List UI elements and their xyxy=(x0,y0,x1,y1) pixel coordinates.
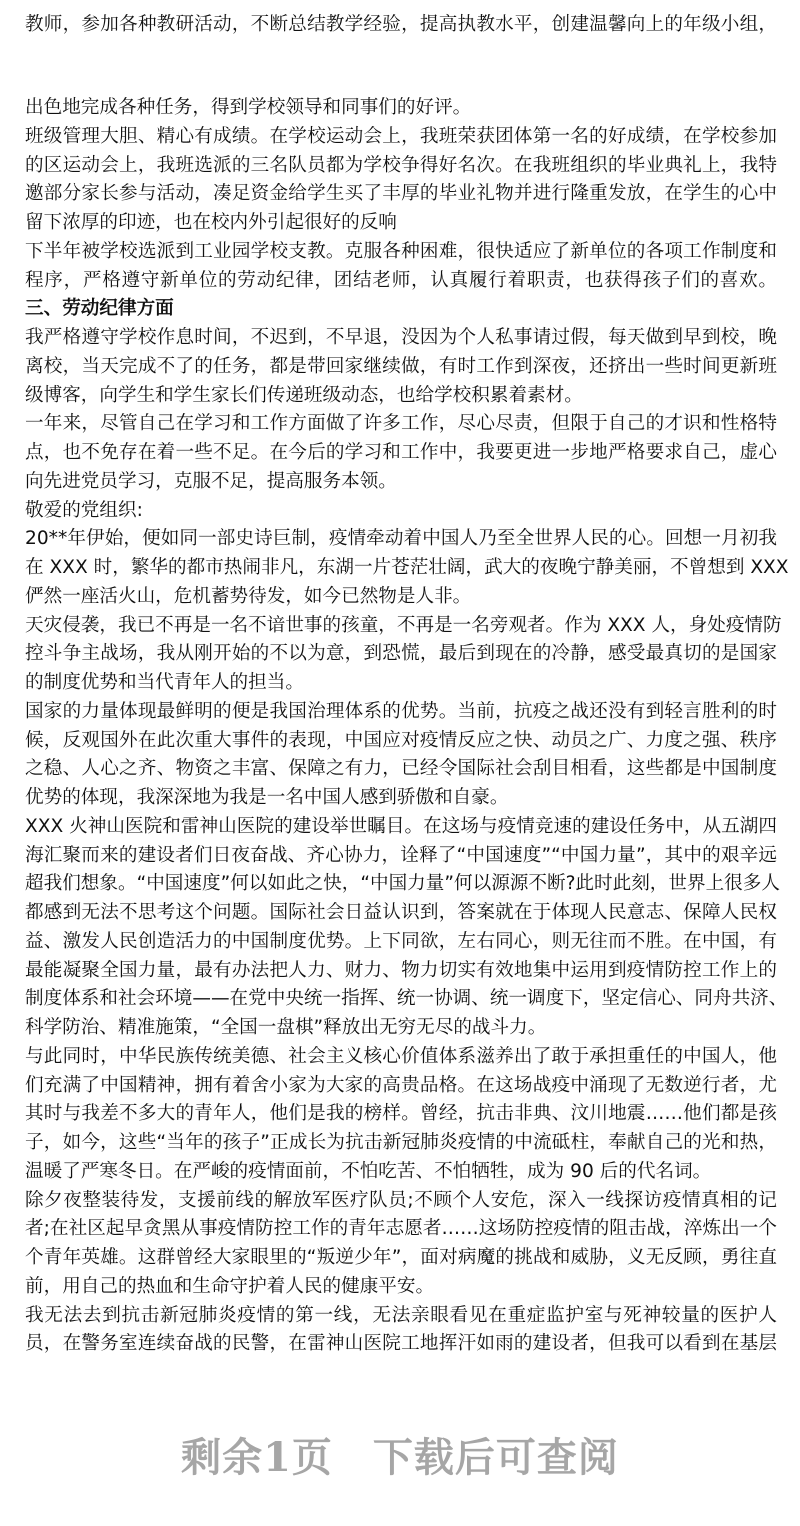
text-line: 我无法去到抗击新冠肺炎疫情的第一线，无法亲眼看见在重症监护室与死神较量的医护人 xyxy=(25,1304,777,1326)
text-line: 益、激发人民创造活力的中国制度优势。上下同欲，左右同心，则无往而不胜。在中国，有 xyxy=(25,930,777,952)
text-line: 20**年伊始，便如同一部史诗巨制，疫情牵动着中国人乃至全世界人民的心。回想一月初我 xyxy=(25,528,777,550)
text-line: 者;在社区起早贪黑从事疫情防控工作的青年志愿者……这场防控疫情的阻击战，淬炼出一个 xyxy=(25,1218,777,1240)
text-line: 海汇聚而来的建设者们日夜奋战、齐心协力，诠释了“中国速度”“中国力量”，其中的艰辛远 xyxy=(25,844,777,866)
text-line: 温暖了严寒冬日。在严峻的疫情面前，不怕吃苦、不怕牺牲，成为 90 后的代名词。 xyxy=(25,1160,712,1182)
text-line: 制度体系和社会环境——在党中央统一指挥、统一协调、统一调度下，坚定信心、同舟共济、 xyxy=(25,988,788,1010)
text-line: 在 XXX 时，繁华的都市热闹非凡，东湖一片苍茫壮阔，武大的夜晚宁静美丽，不曾想到 XXX xyxy=(25,557,789,578)
text-line: 班级管理大胆、精心有成绩。在学校运动会上，我班荣获团体第一名的好成绩，在学校参加 xyxy=(25,125,777,147)
text-line: 员，在警务室连续奋战的民警，在雷神山医院工地挥汗如雨的建设者，但我可以看到在基层 xyxy=(25,1333,777,1355)
text-line: 都感到无法不思考这个问题。国际社会日益认识到，答案就在于体现人民意志、保障人民权 xyxy=(25,902,777,923)
text-line: 科学防治、精准施策，“全国一盘棋”释放出无穷无尽的战斗力。 xyxy=(25,1017,547,1038)
text-line: 级博客，向学生和学生家长们传递班级动态，也给学校积累着素材。 xyxy=(25,384,583,406)
download-hint-label: 下载后可查阅 xyxy=(372,1434,619,1481)
text-line: 天灾侵袭，我已不再是一名不谙世事的孩童，不再是一名旁观者。作为 XXX 人，身处疫情防 xyxy=(25,614,782,636)
download-prompt[interactable] xyxy=(0,1426,800,1483)
text-line: 优势的体现，我深深地为我是一名中国人感到骄傲和自豪。 xyxy=(25,787,509,808)
text-line: 俨然一座活火山，危机蓄势待发，如今已然物是人非。 xyxy=(25,585,472,607)
text-line: 前，用自己的热血和生命守护着人民的健康平安。 xyxy=(25,1275,435,1297)
section-heading: 三、劳动纪律方面 xyxy=(25,298,174,320)
text-line: 离校，当天完成不了的任务，都是带回家继续做，有时工作到深夜，还挤出一些时间更新班 xyxy=(25,355,777,377)
text-line: 之稳、人心之齐、物资之丰富、保障之有力，已经令国际社会刮目相看，这些都是中国制度 xyxy=(25,758,777,780)
text-line: 邀部分家长参与活动，凑足资金给学生买了丰厚的毕业礼物并进行隆重发放，在学生的心中 xyxy=(25,183,777,205)
text-line: 控斗争主战场，我从刚开始的不以为意，到恐慌，最后到现在的冷静，感受最真切的是国家 xyxy=(25,643,777,665)
text-line: 程序，严格遵守新单位的劳动纪律，团结老师，认真履行着职责，也获得孩子们的喜欢。 xyxy=(25,269,777,291)
text-line: 敬爱的党组织: xyxy=(25,499,143,521)
text-line: 下半年被学校选派到工业园学校支教。克服各种困难，很快适应了新单位的各项工作制度和 xyxy=(25,240,777,262)
text-line: 候，反观国外在此次重大事件的表现，中国应对疫情反应之快、动员之广、力度之强、秩序 xyxy=(25,729,777,751)
text-line: 的区运动会上，我班选派的三名队员都为学校争得好名次。在我班组织的毕业典礼上，我特 xyxy=(25,154,777,176)
text-line: 们充满了中国精神，拥有着舍小家为大家的高贵品格。在这场战疫中涌现了无数逆行者，尤 xyxy=(25,1074,777,1096)
text-line: 点，也不免存在着一些不足。在今后的学习和工作中，我要更进一步地严格要求自己，虚心 xyxy=(25,442,777,463)
text-line: 除夕夜整装待发，支援前线的解放军医疗队员;不顾个人安危，深入一线探访疫情真相的记 xyxy=(25,1189,777,1211)
text-line: 超我们想象。“中国速度”何以如此之快，“中国力量”何以源源不断?此时此刻，世界上很多人 xyxy=(25,873,780,895)
text-line: 的制度优势和当代青年人的担当。 xyxy=(25,672,304,693)
text-line: 个青年英雄。这群曾经大家眼里的“叛逆少年”，面对病魔的挑战和威胁，义无反顾，勇往直 xyxy=(25,1247,777,1268)
text-line: 留下浓厚的印迹，也在校内外引起很好的反响 xyxy=(25,212,397,233)
text-line: 最能凝聚全国力量，最有办法把人力、财力、物力切实有效地集中运用到疫情防控工作上的 xyxy=(25,959,777,981)
text-line: 一年来，尽管自己在学习和工作方面做了许多工作，尽心尽责，但限于自己的才识和性格特 xyxy=(25,413,777,435)
remaining-pages-label: 剩余1页 xyxy=(181,1434,333,1481)
text-line: 其时与我差不多大的青年人，他们是我的榜样。曾经，抗击非典、汶川地震……他们都是孩 xyxy=(25,1103,777,1125)
text-line: 向先进党员学习，克服不足，提高服务本领。 xyxy=(25,470,397,492)
text-line: XXX 火神山医院和雷神山医院的建设举世瞩目。在这场与疫情竞速的建设任务中，从五湖四 xyxy=(25,815,777,837)
text-line: 子，如今，这些“当年的孩子”正成长为抗击新冠肺炎疫情的中流砥柱，奉献自己的光和热， xyxy=(25,1132,777,1153)
text-line: 教师，参加各种教研活动，不断总结教学经验，提高执教水平，创建温馨向上的年级小组， xyxy=(25,14,777,35)
text-line: 我严格遵守学校作息时间，不迟到，不早退，没因为个人私事请过假，每天做到早到校，晚 xyxy=(25,327,777,348)
text-line: 出色地完成各种任务，得到学校领导和同事们的好评。 xyxy=(25,97,472,118)
text-line: 国家的力量体现最鲜明的便是我国治理体系的优势。当前，抗疫之战还没有到轻言胜利的时 xyxy=(25,700,777,722)
text-line: 与此同时，中华民族传统美德、社会主义核心价值体系滋养出了敢于承担重任的中国人，他 xyxy=(25,1045,777,1067)
